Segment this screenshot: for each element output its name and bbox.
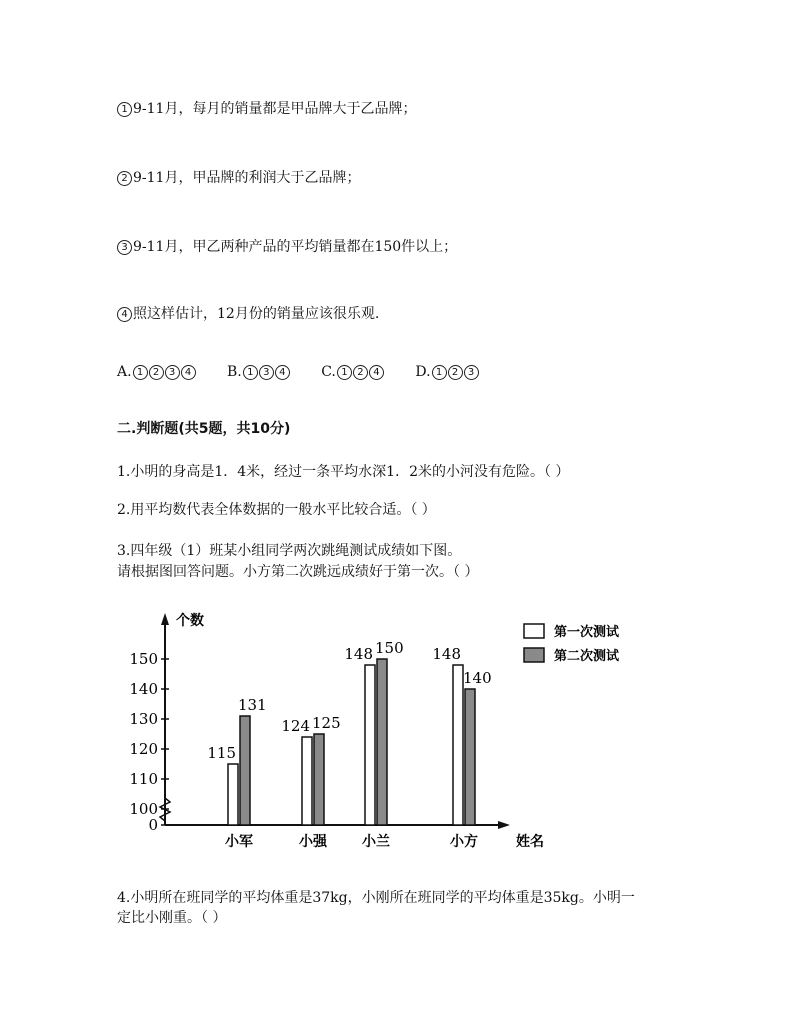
section-title: 二.判断题(共5题，共10分): [117, 421, 291, 437]
bar: [465, 689, 475, 825]
question-3-line-1: 3.四年级（1）班某小组同学两次跳绳测试成绩如下图。: [117, 543, 462, 559]
x-axis-arrow: [498, 821, 510, 829]
data-label: 140: [463, 669, 492, 687]
bar: [377, 659, 387, 825]
question-4-line-2: 定比小刚重。（ ）: [117, 910, 227, 926]
x-tick-label: 小强: [299, 834, 327, 850]
bar: [453, 665, 463, 825]
option-b[interactable]: [227, 364, 291, 380]
y-tick-label: 0: [148, 816, 158, 834]
circled-number: 4: [275, 365, 290, 380]
question-2: 2.用平均数代表全体数据的一般水平比较合适。（ ）: [117, 502, 436, 518]
legend: [524, 624, 620, 664]
circled-number: 1: [243, 365, 258, 380]
circled-number: 2: [448, 365, 463, 380]
bar: [314, 734, 324, 825]
circled-number: 1: [117, 102, 132, 117]
x-tick-labels: [225, 833, 478, 850]
x-tick-label: 小军: [225, 834, 253, 850]
data-label: 124: [281, 717, 310, 735]
option-a[interactable]: [117, 364, 197, 380]
y-tick-label: 100: [129, 800, 158, 818]
data-label: 150: [375, 639, 404, 657]
circled-number: 2: [353, 365, 368, 380]
statement-text: 9-11月，甲乙两种产品的平均销量都在150件以上；: [133, 239, 458, 255]
bar: [365, 665, 375, 825]
y-tick-label: 130: [129, 710, 158, 728]
question-3-line-2: 请根据图回答问题。小方第二次跳远成绩好于第一次。（ ）: [117, 564, 479, 580]
option-letter: D.: [415, 364, 431, 380]
statement-1: [117, 99, 416, 119]
circled-number: 3: [165, 365, 180, 380]
legend-swatch: [524, 648, 544, 662]
statement-text: 9-11月，每月的销量都是甲品牌大于乙品牌；: [133, 101, 417, 117]
circled-number: 1: [432, 365, 447, 380]
x-axis-label: 姓名: [516, 834, 544, 850]
option-letter: A.: [117, 364, 132, 380]
statement-text: 9-11月，甲品牌的利润大于乙品牌；: [133, 170, 361, 186]
statement-4: [117, 304, 379, 324]
legend-label: 第一次测试: [554, 625, 620, 640]
bar: [228, 764, 238, 825]
data-label: 148: [432, 645, 461, 663]
data-label: 115: [207, 744, 236, 762]
bar-chart: [129, 605, 620, 855]
y-axis-arrow: [161, 613, 169, 625]
y-ticks: [129, 650, 169, 834]
circled-number: 4: [117, 307, 132, 322]
statement-2: [117, 168, 360, 188]
bar: [240, 716, 250, 825]
y-tick-label: 110: [129, 770, 158, 788]
circled-number: 3: [117, 240, 132, 255]
option-letter: B.: [227, 364, 242, 380]
circled-number: 1: [337, 365, 352, 380]
option-d[interactable]: [415, 364, 479, 380]
bar: [302, 737, 312, 825]
x-tick-label: 小兰: [362, 834, 390, 850]
question-4-line-1: 4.小明所在班同学的平均体重是37kg，小刚所在班同学的平均体重是35kg。小明一: [117, 890, 635, 906]
option-letter: C.: [321, 364, 336, 380]
data-label: 148: [344, 645, 373, 663]
circled-number: 2: [149, 365, 164, 380]
statement-3: [117, 237, 457, 257]
question-1: 1.小明的身高是1．4米，经过一条平均水深1．2米的小河没有危险。（ ）: [117, 464, 570, 480]
y-tick-label: 150: [129, 650, 158, 668]
y-tick-label: 140: [129, 680, 158, 698]
y-tick-label: 120: [129, 740, 158, 758]
data-label: 125: [312, 714, 341, 732]
x-tick-label: 小方: [450, 834, 478, 850]
bars: [207, 639, 491, 825]
circled-number: 3: [464, 365, 479, 380]
option-c[interactable]: [321, 364, 385, 380]
answer-options: [117, 362, 506, 382]
circled-number: 1: [133, 365, 148, 380]
circled-number: 4: [369, 365, 384, 380]
circled-number: 2: [117, 171, 132, 186]
circled-number: 4: [181, 365, 196, 380]
circled-number: 3: [259, 365, 274, 380]
data-label: 131: [238, 696, 267, 714]
legend-swatch: [524, 624, 544, 638]
statement-text: 照这样估计，12月份的销量应该很乐观.: [133, 306, 380, 322]
legend-label: 第二次测试: [554, 649, 620, 664]
y-axis-label: 个数: [176, 613, 204, 629]
